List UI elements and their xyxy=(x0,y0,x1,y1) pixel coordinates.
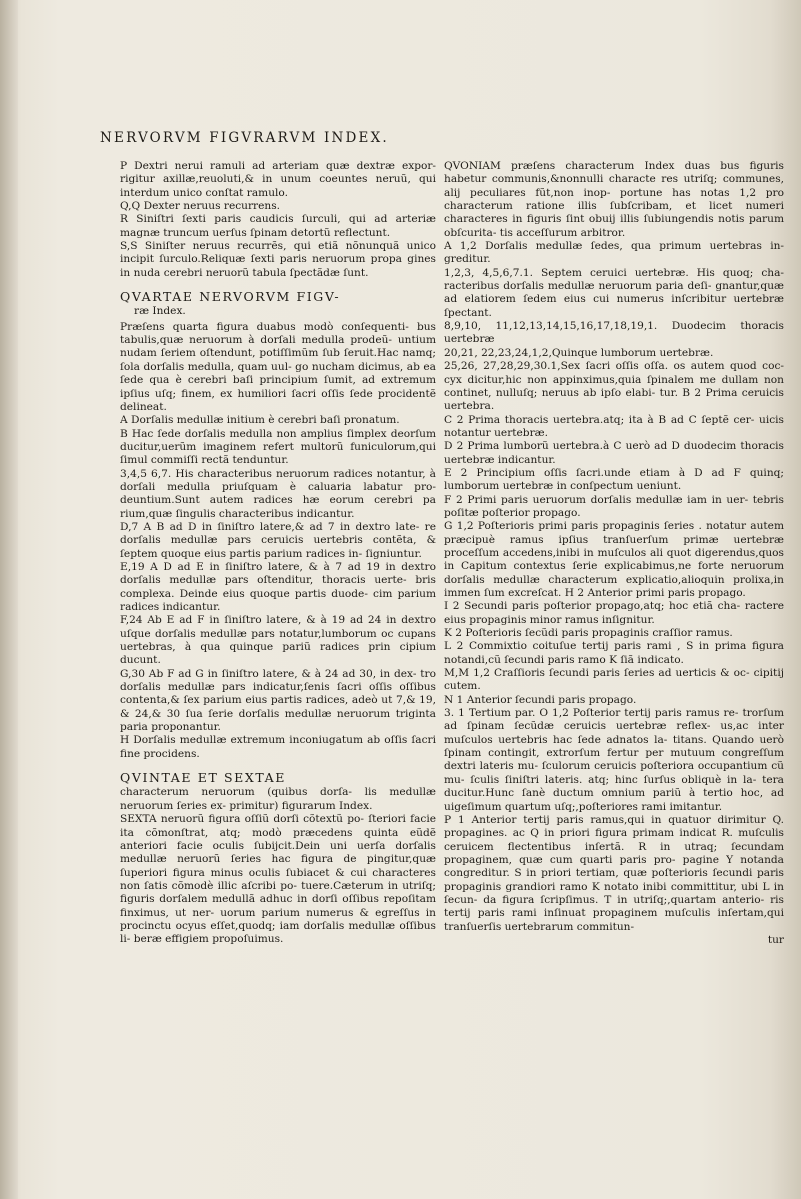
index-entry: F,24 Ab E ad F in ſiniſtro latere, & à 19 ad 24 in dextro uſque dorſalis medullæ pars notatur,lumborum oc cupans uertebras, à qua quinque pariũ radices prin cipium ducunt. xyxy=(120,614,436,667)
index-entry: S,S Siniſter neruus recurrẽs, qui etiã nõnunquã unico incipit ſurculo.Reliquæ ſexti paris neruorum propa gines in nuda cerebri neruorũ tabula ſpectãdæ ſunt. xyxy=(120,240,436,279)
index-entry: B Hac ſede dorſalis medulla non amplius ſimplex deorſum ducitur,uerũm imaginem refert multorũ funiculorum,qui ſimul commiſſi rectã tenduntur. xyxy=(120,427,436,467)
section-title: QVARTAE NERVORVM FIGV- xyxy=(120,289,341,305)
index-entry: 25,26, 27,28,29,30.1,Sex ſacri oſſis oſſa. os autem quod coc- cyx dicitur,hic non appinximus,quia ſpinalem me dullam non continet, nulluſq; neruus ab ipſo elabi- tur. B 2 Prima ceruicis uertebra. xyxy=(444,360,784,413)
index-entry: 20,21, 22,23,24,1,2,Quinque lumborum uertebræ. xyxy=(444,346,714,359)
index-entry: M,M 1,2 Craſſioris ſecundi paris ſeries ad uerticis & oc- cipitij cutem. xyxy=(444,667,784,693)
index-entry: E,19 A D ad E in ſiniſtro latere, & à 7 ad 19 in dextro dorſalis medullæ pars oſtenditur, thoracis uerte- bris complexa. Deinde eius quoque partis duode- cim parium radices indicantur. xyxy=(120,560,436,613)
index-entry: N 1 Anterior ſecundi paris propago. xyxy=(444,693,637,706)
catchword: tur xyxy=(767,933,784,946)
index-entry: characterum neruorum (quibus dorſa- lis medullæ neruorum ſeries ex- primitur) figurarum Index. xyxy=(120,786,436,812)
section-title: QVINTAE ET SEXTAE xyxy=(120,770,286,786)
index-entry: 3. 1 Tertium par. O 1,2 Poſterior tertij paris ramus re- trorſum ad ſpinam ſecũdæ ceruicis uertebræ reflex- us,ac inter muſculos uertebris hac ſede adnatos la- titans. Quando uerò ſpinam contingit, extrorſum fertur per mutuum congreſſum dextri lateris mu- ſculorum ceruicis poſteriora occupantium cũ mu- ſculis ſiniſtri lateris. atq; hinc ſurſus obliquè in la- tera ducitur.Hunc ſanè ductum omnium pariũ à tertio hoc, ad uigeſimum quartum uſq;,poſteriores rami imitantur. xyxy=(444,707,784,813)
index-entry: R Siniſtri ſexti paris caudicis ſurculi, qui ad arteriæ magnæ truncum uerſus ſpinam detortũ reflectunt. xyxy=(120,213,436,239)
index-entry: QVONIAM præſens characterum Index duas bus figuris habetur communis,&nonnulli characte res utriſq; communes, alij peculiares fũt,non inop- portune has notas 1,2 pro characterum ratione illis ſubſcribam, et licet numeri characteres in figuris ſint obuij illis ſubiungendis notis parum obſcurita- tis acceſſurum arbitror. xyxy=(444,160,784,239)
left-column xyxy=(120,160,436,990)
index-entry: F 2 Primi paris ueruorum dorſalis medullæ iam in uer- tebris poſitæ poſterior propago. xyxy=(444,493,784,519)
index-entry: Q,Q Dexter neruus recurrens. xyxy=(120,200,280,213)
index-entry: A Dorſalis medullæ initium è cerebri baſi pronatum. xyxy=(120,414,400,427)
index-entry: C 2 Prima thoracis uertebra.atq; ita à B ad C ſeptẽ cer- uicis notantur uertebræ. xyxy=(444,413,784,439)
index-entry: P 1 Anterior tertij paris ramus,qui in quatuor dirimitur Q. propagines. ac Q in priori figura primam indicat R. muſculis ceruicem flectentibus inſertã. R in utraq; ſecundam propaginem, quæ cum quarti paris pro- pagine Y notanda congreditur. S in priori tertiam, quæ poſterioris ſecundi paris propaginis grandiori ramo K notato inibi committitur, ubi L in ſecun- da figura ſcripſimus. T in utriſq;,quartam anterio- ris tertij paris rami inſinuat propaginem muſculis inſertam,qui tranſuerſis uertebrarum commitun- xyxy=(444,813,784,933)
index-entry: 1,2,3, 4,5,6,7.1. Septem ceruici uertebræ. His quoq; cha- racteribus dorſalis medullæ neruorum paria deſi- gnantur,quæ ad elatiorem ſedem eius cui numerus inſcribitur uertebræ ſpectant. xyxy=(444,266,784,319)
section-title: ræ Index. xyxy=(134,305,186,318)
right-column xyxy=(444,160,784,990)
index-entry: D 2 Prima lumborũ uertebra.à C uerò ad D duodecim thoracis uertebræ indicantur. xyxy=(444,440,784,466)
index-entry: H Dorſalis medullæ extremum inconiugatum ab oſſis ſacri fine procidens. xyxy=(120,734,436,760)
index-entry: D,7 A B ad D in ſiniſtro latere,& ad 7 in dextro late- re dorſalis medullæ pars ceruicis uertebris contẽta, & ſeptem quoque eius partis parium radices in- ſigniuntur. xyxy=(120,520,436,560)
index-entry: G,30 Ab F ad G in ſiniſtro latere, & à 24 ad 30, in dex- tro dorſalis medullæ pars indicatur,ſenis ſacri oſſis oſſibus contenta,& ſex parium eius partis radices, adeò ut 7,& 19, & 24,& 30 ſua ſerie dorſalis medullæ neruorum triginta paria proponantur. xyxy=(120,667,436,734)
index-entry: L 2 Commixtio coituſue tertij paris rami , S in prima figura notandi,cũ ſecundi paris ramo K ſiã indicato. xyxy=(444,640,784,666)
index-entry: SEXTA neruorũ figura oſſiũ dorſi cõtextũ po- ſteriori facie ita cõmonſtrat, atq; modò præcedens quinta eũdẽ anteriori facie oculis ſubijcit.Dein uni uerſa dorſalis medullæ neruorũ ſeries hac figura de pingitur,quæ ſuperiori figura minus oculis ſubiacet & cui characteres non ſatis cõmodè illic aſcribi po- tuere.Cæterum in utriſq; figuris dorſalem medullã adhuc in dorſi oſſibus repoſitam finximus, ut ner- uorum parium numerus & egreſſus in procinctu ocyus eſſet,quodq; iam dorſalis medullæ oſſibus li- beræ effigiem propoſuimus. xyxy=(120,813,436,946)
index-entry: G 1,2 Poſterioris primi paris propaginis ſeries . notatur autem præcipuè ramus ipſius tranſuerſum primæ uertebræ proceſſum accedens,inibi in muſculos ali quot digerendus,quos in Capitum contextus ſerie explicabimus,ne forte neruorum dorſalis medullæ characterum explicatio,alioquin prolixa,in immen ſum excreſcat. H 2 Anterior primi paris propago. xyxy=(444,520,784,599)
binding-gutter xyxy=(0,0,18,1199)
running-header: NERVORVM FIGVRARVM INDEX. xyxy=(100,130,389,146)
index-entry: E 2 Principium oſſis ſacri.unde etiam à D ad F quinq; lumborum uertebræ in conſpectum ueniunt. xyxy=(444,466,784,493)
index-entry: I 2 Secundi paris poſterior propago,atq; hoc etiã cha- ractere eius propaginis minor ramus inſignitur. xyxy=(444,600,784,626)
index-entry: 3,4,5 6,7. His characteribus neruorum radices notantur, à dorſali medulla priuſquam è caluaria labatur pro- deuntium.Sunt autem radices hæ eorum cerebri pa rium,quæ ſingulis characteribus indicantur. xyxy=(120,467,436,520)
index-entry: 8,9,10, 11,12,13,14,15,16,17,18,19,1. Duodecim thoracis uertebræ xyxy=(444,320,784,346)
index-entry: Præſens quarta figura duabus modò conſequenti- bus tabulis,quæ neruorum à dorſali medulla prodeũ- untium nudam ſeriem oſtendunt, potiſſimũm ſub ſeruit.Hac namq; ſola dorſalis medulla, quam uul- go nucham dicimus, ab ea ſede qua è cerebri baſi principium ſumit, ad extremum ipſius uſq; finem, ex humiliori ſacri oſſis ſede procidentẽ delineat. xyxy=(120,320,436,413)
index-entry: K 2 Poſterioris ſecũdi paris propaginis craſſior ramus. xyxy=(444,627,733,640)
index-entry: A 1,2 Dorſalis medullæ ſedes, qua primum uertebras in- greditur. xyxy=(444,240,784,266)
index-entry: P Dextri nerui ramuli ad arteriam quæ dextræ expor- rigitur axillæ,reuoluti,& in unum coeuntes neruũ, qui interdum unico conſtat ramulo. xyxy=(120,160,436,199)
